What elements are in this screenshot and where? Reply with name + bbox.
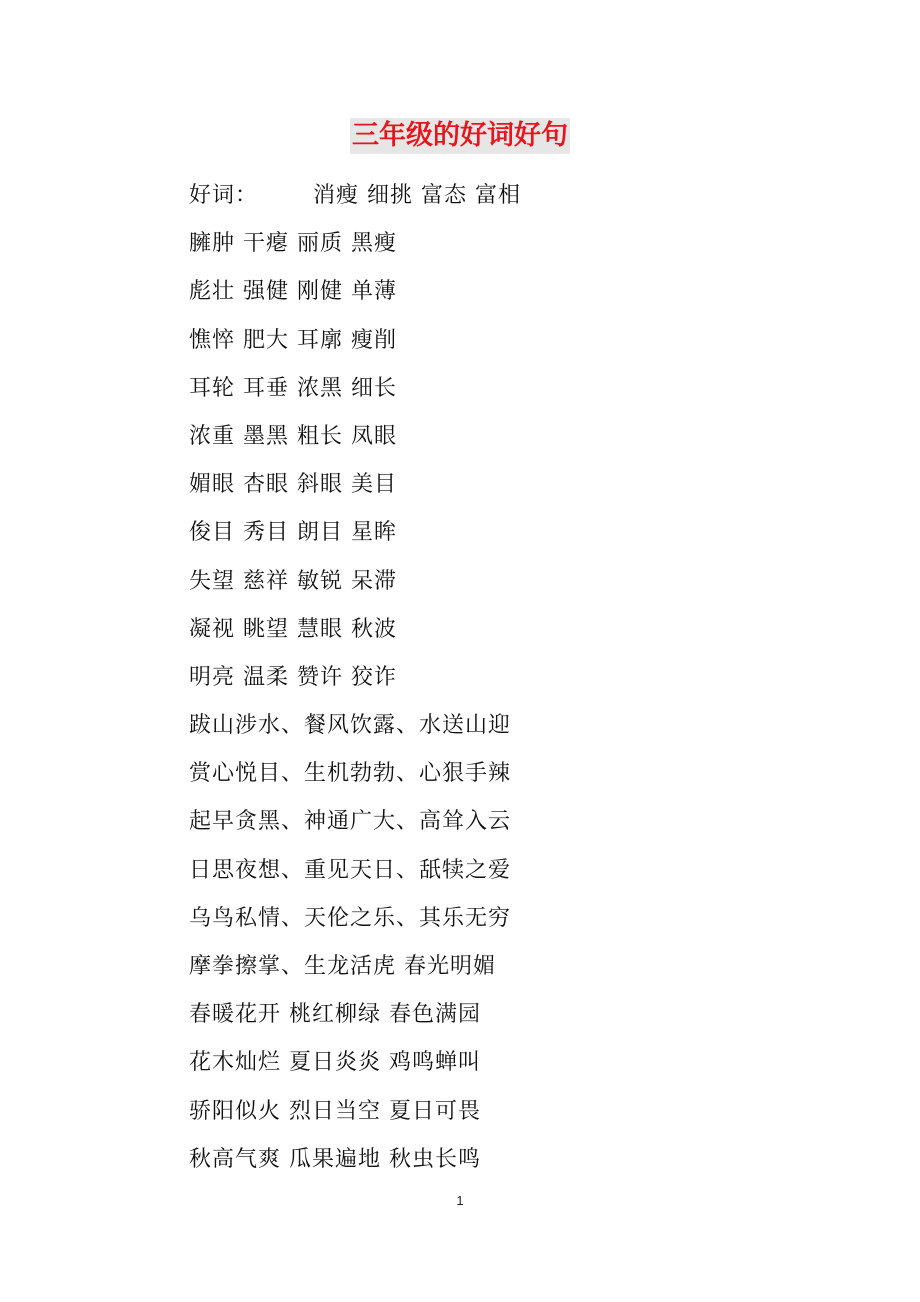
word-line: 耳轮 耳垂 浓黑 细长 xyxy=(189,375,397,401)
phrase-line: 摩拳擦掌、生龙活虎 春光明媚 xyxy=(189,954,496,979)
word-line: 彪壮 强健 刚健 单薄 xyxy=(189,279,397,305)
phrase-line: 花木灿烂 夏日炎炎 鸡鸣蝉叫 xyxy=(189,1050,481,1076)
word-line: 凝视 眺望 慧眼 秋波 xyxy=(189,616,397,642)
word-line-text: 消瘦 细挑 富态 富相 xyxy=(313,183,521,208)
phrase-line: 骄阳似火 烈日当空 夏日可畏 xyxy=(189,1098,481,1124)
word-list xyxy=(189,176,829,1188)
word-line: 失望 慈祥 敏锐 呆滞 xyxy=(189,568,397,594)
page-title: 三年级的好词好句 xyxy=(350,118,570,154)
phrase-line: 春暖花开 桃红柳绿 春色满园 xyxy=(189,1002,481,1028)
word-line-intro xyxy=(189,176,829,224)
word-line: 明亮 温柔 赞许 狡诈 xyxy=(189,664,397,690)
page-number: 1 xyxy=(456,1193,464,1208)
phrase-line: 跋山涉水、餐风饮露、水送山迎 xyxy=(189,713,512,739)
word-line: 浓重 墨黑 粗长 凤眼 xyxy=(189,423,397,449)
phrase-line: 秋高气爽 瓜果遍地 秋虫长鸣 xyxy=(189,1146,481,1172)
word-line: 媚眼 杏眼 斜眼 美目 xyxy=(189,472,397,498)
section-label: 好词： xyxy=(189,183,259,208)
word-line: 臃肿 干瘪 丽质 黑瘦 xyxy=(189,231,397,257)
phrase-line: 日思夜想、重见天日、舐犊之爱 xyxy=(189,857,512,883)
phrase-line: 赏心悦目、生机勃勃、心狠手辣 xyxy=(189,761,512,787)
word-line: 憔悴 肥大 耳廓 瘦削 xyxy=(189,327,397,353)
word-line: 俊目 秀目 朗目 星眸 xyxy=(189,520,397,546)
phrase-line: 乌鸟私情、天伦之乐、其乐无穷 xyxy=(189,905,512,931)
phrase-line: 起早贪黑、神通广大、高耸入云 xyxy=(189,809,512,835)
title-container xyxy=(0,118,920,154)
